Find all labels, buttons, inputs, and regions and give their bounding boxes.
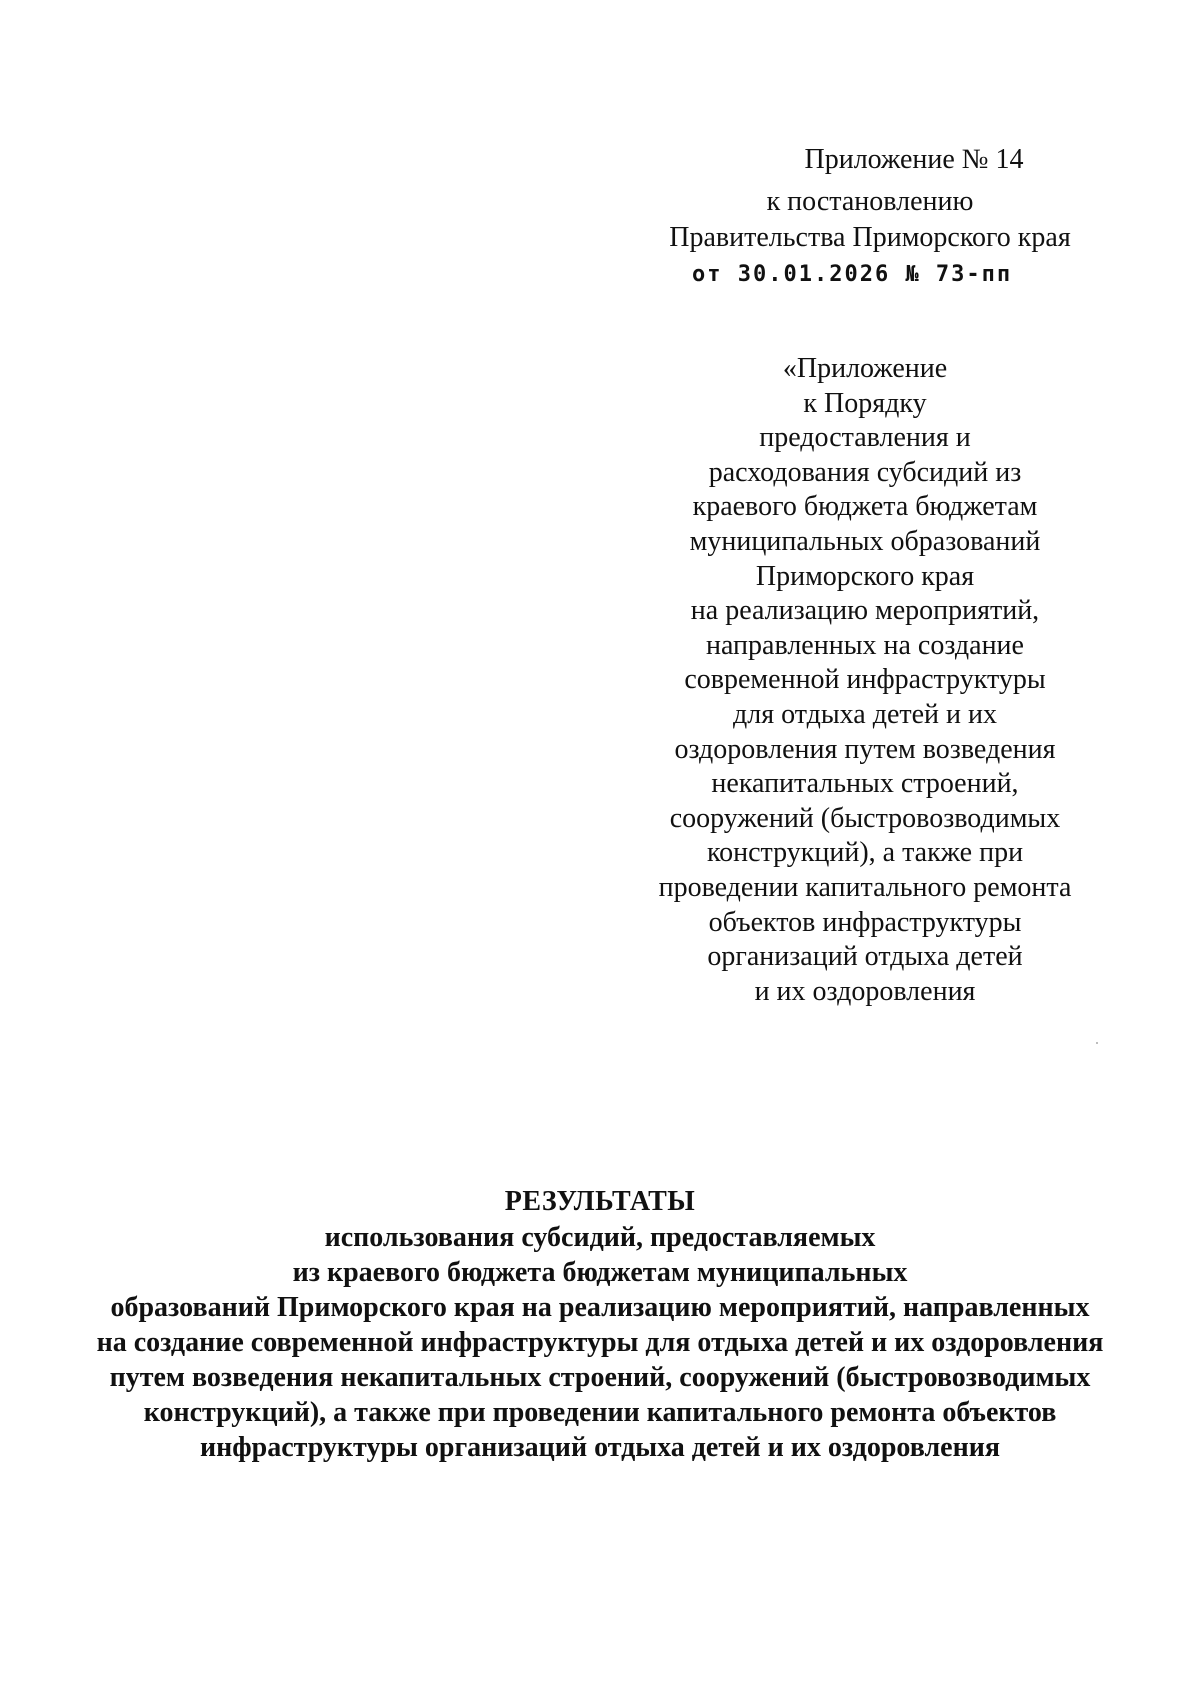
resolution-date-number: от 30.01.2026 № 73-пп [692,262,1013,287]
order-line: к Порядку [803,387,927,419]
order-line: Приморского края [755,560,975,592]
order-line: некапитальных строений, [711,768,1019,800]
results-title: РЕЗУЛЬТАТЫ [504,1186,696,1217]
results-subtitle-line: инфраструктуры организаций отдыха детей и их оздоровления [199,1432,1001,1463]
order-line: «Приложение [782,353,948,384]
order-line: сооружений (быстровозводимых [669,802,1061,834]
order-line: оздоровления путем возведения [674,733,1056,765]
scan-speck [1096,1042,1098,1044]
order-line: направленных на создание [706,629,1024,661]
results-heading-block [80,1184,1120,1465]
order-line: проведении капитального ремонта [658,871,1072,903]
results-subtitle-line: путем возведения некапитальных строений, сооружений (быстровозводимых [109,1362,1091,1393]
appendix-header [620,142,1120,292]
order-line: расходования субсидий из [708,456,1022,488]
appendix-number-title: Приложение № 14 [804,144,1024,175]
appendix-to-resolution: к постановлению [766,186,974,217]
order-line: современной инфраструктуры [684,664,1046,696]
appendix-government: Правительства Приморского края [669,222,1071,253]
results-subtitle-line: из краевого бюджета бюджетам муниципальных [292,1257,908,1288]
results-subtitle-line: на создание современной инфраструктуры для отдыха детей и их оздоровления [96,1327,1104,1358]
order-appendix-block [615,352,1115,1009]
order-line: краевого бюджета бюджетам [692,491,1038,523]
order-line: на реализацию мероприятий, [690,595,1040,627]
order-line: и их оздоровления [754,975,976,1007]
order-line: организаций отдыха детей [707,941,1023,973]
results-subtitle-line: использования субсидий, предоставляемых [324,1222,876,1253]
results-subtitle-line: образований Приморского края на реализацию мероприятий, направленных [110,1292,1090,1323]
results-subtitle-line: конструкций), а также при проведении капитального ремонта объектов [143,1397,1057,1428]
order-line: для отдыха детей и их [732,698,997,730]
order-line: конструкций), а также при [706,837,1024,869]
order-line: объектов инфраструктуры [708,906,1022,938]
order-line: муниципальных образований [689,525,1041,557]
order-line: предоставления и [759,422,971,454]
